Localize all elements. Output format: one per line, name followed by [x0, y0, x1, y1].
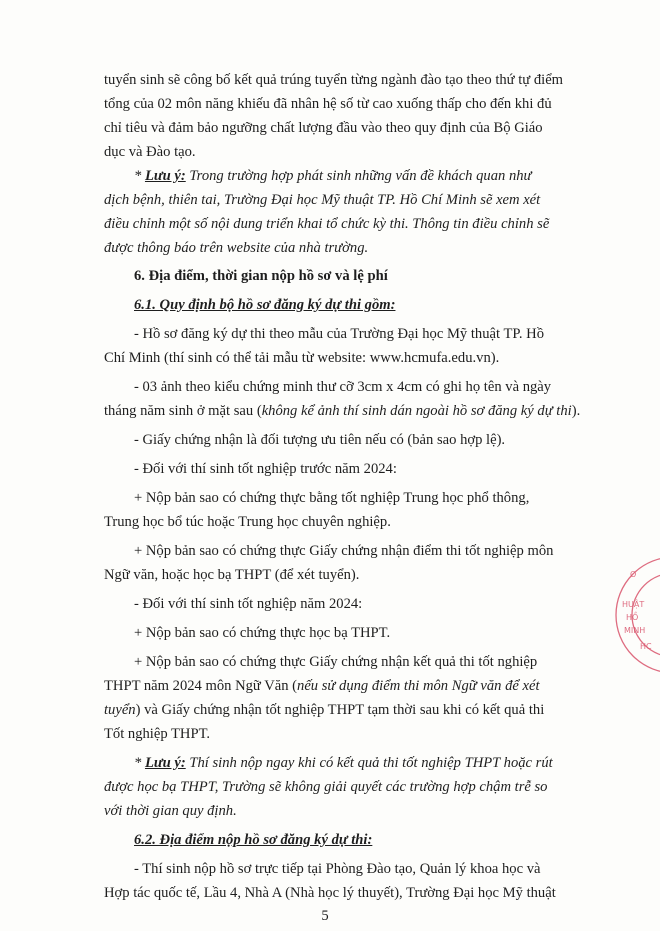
note-star: *: [134, 755, 145, 771]
note-line: [134, 166, 597, 186]
text-line: - Giấy chứng nhận là đối tượng ưu tiên nếu có (bản sao hợp lệ).: [134, 432, 506, 448]
note-line: dịch bệnh, thiên tai, Trường Đại học Mỹ thuật TP. Hồ Chí Minh sẽ xem xét: [104, 192, 541, 208]
text-line: chỉ tiêu và đảm bảo ngưỡng chất lượng đầu vào theo quy định của Bộ Giáo: [104, 120, 543, 136]
official-stamp: [612, 545, 660, 685]
note-text: Thí sinh nộp ngay khi có kết quả thi tốt nghiệp THPT hoặc rút: [189, 755, 553, 771]
text-line: Chí Minh (thí sinh có thể tải mẫu từ website: www.hcmufa.edu.vn).: [104, 350, 500, 366]
text-line: + Nộp bản sao có chứng thực học bạ THPT.: [134, 625, 391, 641]
text-line: - Đối với thí sinh tốt nghiệp năm 2024:: [134, 596, 363, 612]
text-segment-italic: không kể ảnh thí sinh dán ngoài hồ sơ đăng ký dự thi: [261, 403, 572, 419]
subsection-heading: 6.1. Quy định bộ hồ sơ đăng ký dự thi gồm:: [134, 297, 396, 313]
text-line: - Đối với thí sinh tốt nghiệp trước năm 2024:: [134, 461, 397, 477]
section-heading: 6. Địa điểm, thời gian nộp hồ sơ và lệ phí: [134, 268, 388, 284]
text-line: [104, 401, 581, 421]
page-number: 5: [321, 908, 329, 924]
text-line: Ngữ văn, hoặc học bạ THPT (để xét tuyển).: [104, 567, 360, 583]
stamp-text: HUẬT: [622, 600, 645, 609]
note-line: với thời gian quy định.: [104, 803, 237, 819]
text-line: [104, 700, 567, 720]
text-line: + Nộp bản sao có chứng thực bằng tốt nghiệp Trung học phổ thông,: [134, 490, 530, 506]
note-label: Lưu ý:: [144, 168, 186, 184]
stamp-text: HỒ: [626, 613, 639, 622]
text-line: + Nộp bản sao có chứng thực Giấy chứng nhận kết quả thi tốt nghiệp: [134, 654, 538, 670]
text-segment-italic: tuyển: [104, 702, 136, 718]
text-segment: ).: [571, 403, 581, 419]
text-line: [104, 676, 567, 696]
subsection-heading: 6.2. Địa điểm nộp hồ sơ đăng ký dự thi:: [134, 832, 373, 848]
note-text: Trong trường hợp phát sinh những vấn đề khách quan như: [189, 168, 532, 184]
text-line: Trung học bổ túc hoặc Trung học chuyên nghiệp.: [104, 514, 391, 530]
note-line: điều chỉnh một số nội dung triển khai tổ chức kỳ thi. Thông tin điều chỉnh sẽ: [104, 216, 550, 232]
text-line: + Nộp bản sao có chứng thực Giấy chứng nhận điểm thi tốt nghiệp môn: [134, 543, 554, 559]
text-line: - Hồ sơ đăng ký dự thi theo mẫu của Trường Đại học Mỹ thuật TP. Hồ: [134, 326, 544, 342]
note-line: được thông báo trên website của nhà trường.: [104, 240, 369, 256]
text-line: - Thí sinh nộp hồ sơ trực tiếp tại Phòng Đào tạo, Quản lý khoa học và: [134, 861, 541, 877]
text-line: Hợp tác quốc tế, Lầu 4, Nhà A (Nhà học lý thuyết), Trường Đại học Mỹ thuật: [104, 885, 556, 901]
note-star: *: [134, 168, 145, 184]
note-line: [134, 753, 597, 773]
text-line: - 03 ảnh theo kiểu chứng minh thư cỡ 3cm x 4cm có ghi họ tên và ngày: [134, 379, 552, 395]
text-line: Tốt nghiệp THPT.: [104, 726, 211, 742]
text-segment: ) và Giấy chứng nhận tốt nghiệp THPT tạm thời sau khi có kết quả thi: [135, 702, 545, 718]
stamp-text: O: [630, 570, 637, 579]
stamp-text: HC: [640, 642, 652, 651]
text-segment-italic: nếu sử dụng điểm thi môn Ngữ văn để xét: [297, 678, 540, 694]
text-line: tổng của 02 môn năng khiếu đã nhân hệ số từ cao xuống thấp cho đến khi đủ: [104, 96, 552, 112]
text-line: tuyển sinh sẽ công bố kết quả trúng tuyển từng ngành đào tạo theo thứ tự điểm: [104, 72, 564, 88]
text-segment: tháng năm sinh ở mặt sau (: [104, 403, 262, 419]
note-label: Lưu ý:: [144, 755, 186, 771]
text-segment: THPT năm 2024 môn Ngữ Văn (: [104, 678, 298, 694]
note-line: được học bạ THPT, Trường sẽ không giải quyết các trường hợp chậm trễ so: [104, 779, 548, 795]
text-line: dục và Đào tạo.: [104, 144, 196, 160]
stamp-text: MINH: [624, 626, 646, 635]
